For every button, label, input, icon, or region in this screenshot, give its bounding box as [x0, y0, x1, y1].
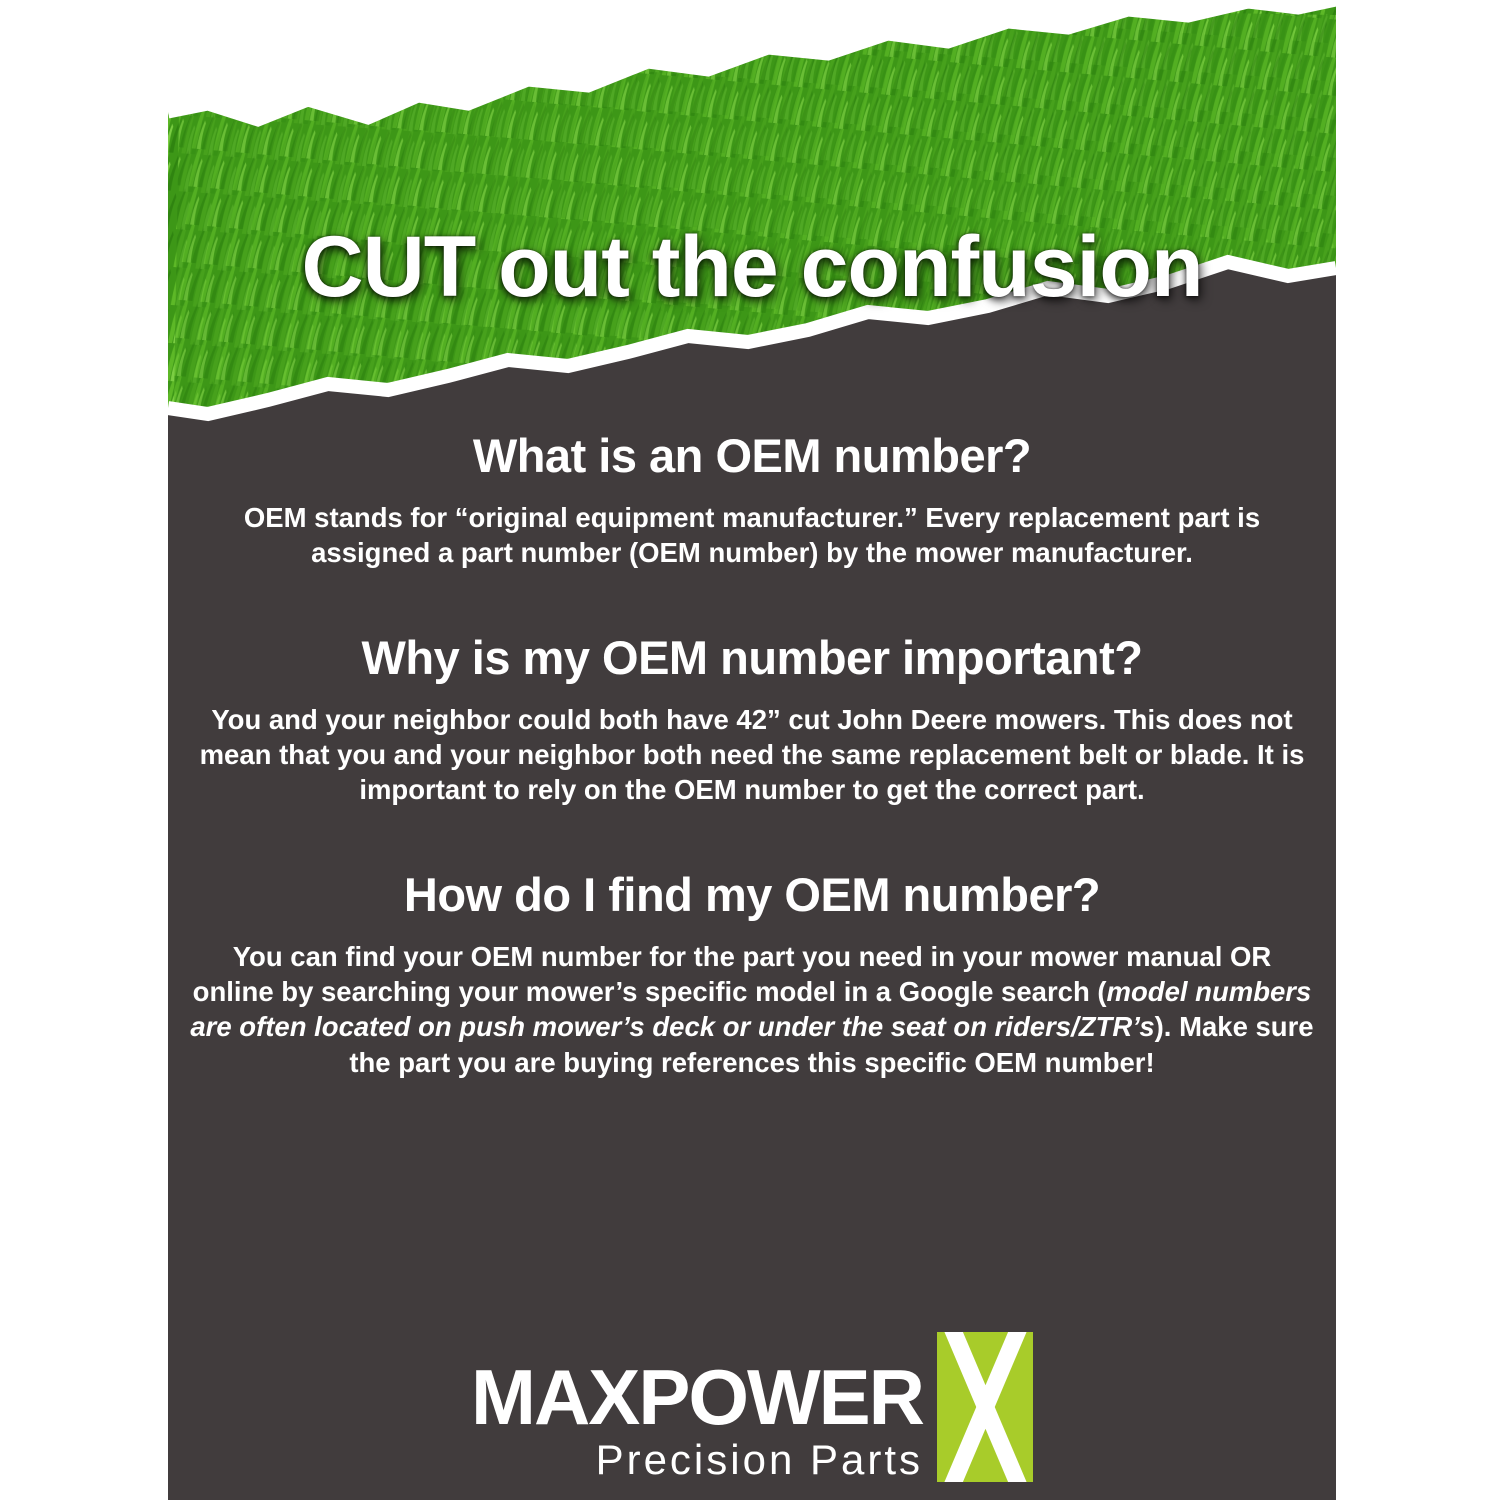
- logo-mark-icon: [937, 1332, 1033, 1482]
- section-heading: Why is my OEM number important?: [361, 631, 1143, 685]
- paragraph-part-2-italic: model numbers are often located on push mower’s deck or under the seat on riders/ZTR’s: [190, 976, 1312, 1043]
- section-paragraph: [190, 939, 1314, 1080]
- paragraph-part-3: ). Make sure the part you are buying references this specific OEM number!: [349, 1011, 1314, 1078]
- section-why-important: [190, 632, 1314, 807]
- maxpower-logo: [168, 1332, 1336, 1482]
- section-what-is-oem: [190, 430, 1314, 570]
- section-paragraph: You and your neighbor could both have 42” cut John Deere mowers. This does not mean that you and your neighbor both need the same replacement belt or blade. It is important to rely on the OEM number to get the correct part.: [199, 703, 1305, 806]
- content-body: [168, 430, 1336, 1080]
- section-how-to-find: [190, 869, 1314, 1079]
- logo-text-block: [471, 1353, 923, 1483]
- section-heading: What is an OEM number?: [472, 429, 1032, 482]
- paragraph-part-1: You can find your OEM number for the part you need in your mower manual OR online by searching your mower’s specific model in a Google search (: [192, 941, 1272, 1008]
- page-title: CUT out the confusion: [301, 218, 1203, 315]
- logo-wordmark: MAXPOWER: [471, 1353, 923, 1442]
- poster: [168, 0, 1336, 1500]
- logo-tagline: Precision Parts: [595, 1435, 923, 1483]
- section-heading: How do I find my OEM number?: [403, 868, 1101, 922]
- section-paragraph: OEM stands for “original equipment manufacturer.” Every replacement part is assigned a part number (OEM number) by the mower manufacturer.: [243, 501, 1261, 568]
- logo-stroke-2: [937, 1332, 1033, 1482]
